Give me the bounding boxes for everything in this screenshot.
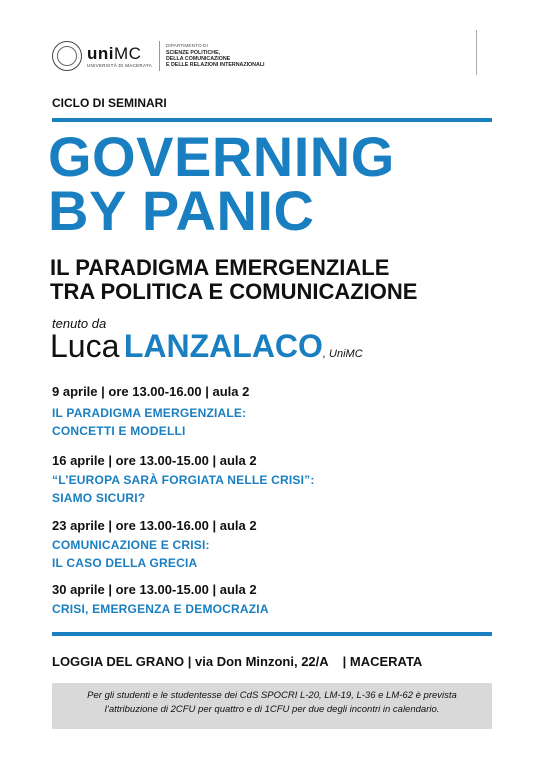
credits-note-line-1: Per gli studenti e le studentesse dei CdS SPOCRI L-20, LM-19, L-36 e LM-62 è prevista <box>87 690 457 701</box>
session-date: 23 aprile | ore 13.00-16.00 | aula 2 <box>52 518 257 533</box>
speaker-name <box>50 328 363 365</box>
speaker-affiliation: , UniMC <box>322 348 363 360</box>
department-line-3: E DELLE RELAZIONI INTERNAZIONALI <box>165 62 265 68</box>
credits-note-line-2: l’attribuzione di 2CFU per quattro e di 1CFU per due degli incontri in calendario. <box>104 704 440 715</box>
session-date: 16 aprile | ore 13.00-15.00 | aula 2 <box>52 453 257 468</box>
top-blue-rule <box>52 118 492 122</box>
brand-bold: uni <box>87 43 114 63</box>
unimc-logo <box>87 45 152 68</box>
session-topic <box>52 471 315 507</box>
session-topic <box>52 536 257 572</box>
tenuto-da-label: tenuto da <box>52 316 107 331</box>
credits-note <box>52 683 492 729</box>
session-date: 30 aprile | ore 13.00-15.00 | aula 2 <box>52 582 257 597</box>
poster-title <box>48 125 395 242</box>
brand-regular: MC <box>114 43 142 63</box>
session-topic-line: IL CASO DELLA GRECIA <box>52 556 198 570</box>
subtitle-line-2: TRA POLITICA E COMUNICAZIONE <box>50 279 418 304</box>
series-label: CICLO DI SEMINARI <box>52 96 167 110</box>
unimc-header <box>52 38 265 74</box>
poster-subtitle <box>50 256 417 304</box>
header-right-rule <box>476 30 477 75</box>
title-line-2: BY PANIC <box>48 179 315 242</box>
session-topic <box>52 600 269 618</box>
session-item <box>52 453 315 507</box>
department-name <box>166 44 265 68</box>
session-date: 9 aprile | ore 13.00-16.00 | aula 2 <box>52 384 250 399</box>
bottom-blue-rule <box>52 632 492 636</box>
speaker-last-name: LANZALACO <box>123 328 323 364</box>
speaker-first-name: Luca <box>50 328 120 364</box>
department-line-2: DELLA COMUNICAZIONE <box>165 56 231 62</box>
logo-divider <box>159 41 160 71</box>
department-label: DIPARTIMENTO DI <box>165 44 208 49</box>
session-topic-line: CRISI, EMERGENZA E DEMOCRAZIA <box>52 602 269 616</box>
session-item <box>52 384 249 440</box>
session-topic-line: SIAMO SICURI? <box>52 491 146 505</box>
session-item <box>52 518 257 572</box>
session-item <box>52 582 269 618</box>
session-topic-line: “L’EUROPA SARÀ FORGIATA NELLE CRISI”: <box>52 473 315 487</box>
university-seal-icon <box>52 41 82 71</box>
session-topic-line: IL PARADIGMA EMERGENZIALE: <box>52 406 247 420</box>
session-topic-line: CONCETTI E MODELLI <box>52 424 186 438</box>
venue-line: LOGGIA DEL GRANO | via Don Minzoni, 22/A | MACERATA <box>52 654 423 669</box>
session-topic-line: COMUNICAZIONE E CRISI: <box>52 538 210 552</box>
title-line-1: GOVERNING <box>48 125 395 188</box>
brand-subtitle: UNIVERSITÀ DI MACERATA <box>87 62 152 68</box>
department-line-1: SCIENZE POLITICHE, <box>165 50 221 56</box>
subtitle-line-1: IL PARADIGMA EMERGENZIALE <box>50 255 390 280</box>
session-topic <box>52 404 249 440</box>
